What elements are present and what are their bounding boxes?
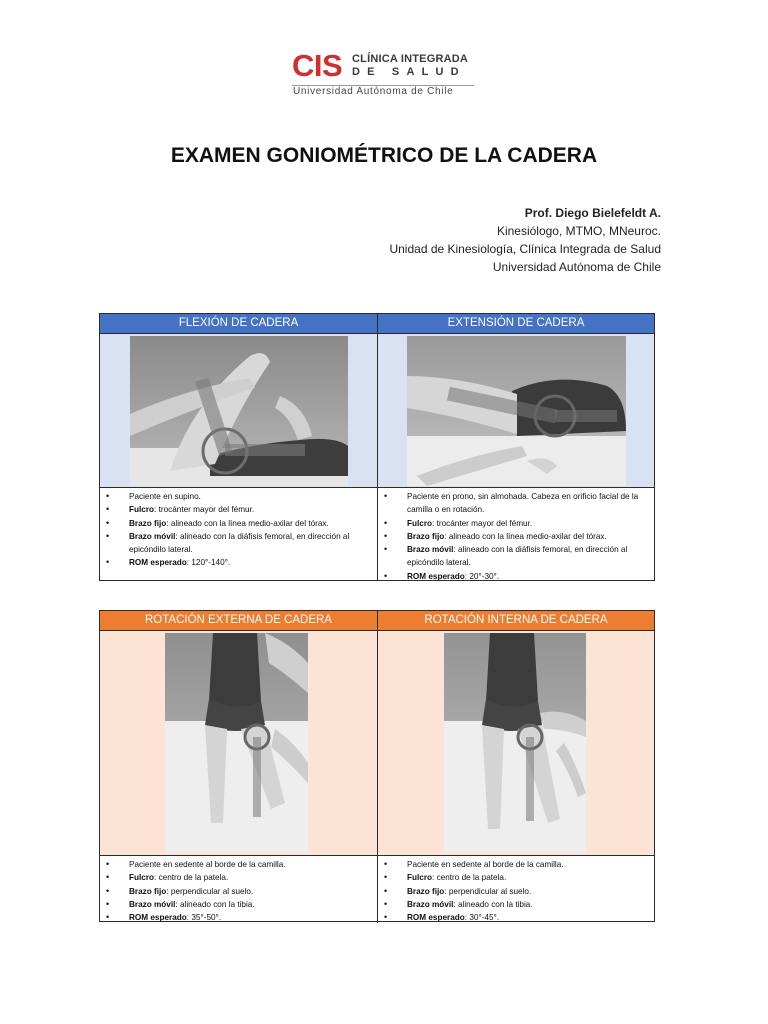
hip-flexion-photo <box>130 336 348 486</box>
list-item: • Brazo móvil: alineado con la tibia. <box>100 898 371 911</box>
author-block <box>389 204 661 276</box>
header-external-rotation: ROTACIÓN EXTERNA DE CADERA <box>100 611 377 630</box>
list-item: • Paciente en sedente al borde de la camilla. <box>100 858 371 871</box>
list-item: • ROM esperado: 20°-30°. <box>378 570 648 583</box>
list-item: • Fulcro: centro de la patela. <box>100 871 371 884</box>
list-item: • Fulcro: trocánter mayor del fémur. <box>378 517 648 530</box>
flexion-description <box>100 488 377 581</box>
author-university: Universidad Autónoma de Chile <box>492 260 661 274</box>
document-title: EXAMEN GONIOMÉTRICO DE LA CADERA <box>170 144 598 167</box>
external-rotation-bullet-list <box>100 858 371 924</box>
list-item: • Brazo fijo: perpendicular al suelo. <box>100 885 371 898</box>
list-item: • Brazo móvil: alineado con la diáfisis femoral, en dirección al epicóndilo lateral. <box>100 530 371 557</box>
external-rotation-photo <box>165 633 308 853</box>
list-item: • Brazo fijo: alineado con la línea medio-axilar del tórax. <box>100 517 371 530</box>
logo-line-2: DE SALUD <box>352 66 466 78</box>
list-item: • ROM esperado: 120°-140°. <box>100 556 371 569</box>
external-rotation-description <box>100 856 377 923</box>
author-credentials: Kinesiólogo, MTMO, MNeuroc. <box>496 224 661 238</box>
flexion-extension-table <box>99 313 655 581</box>
list-item: • Paciente en supino. <box>100 490 371 503</box>
internal-rotation-photo <box>444 633 586 853</box>
header-internal-rotation: ROTACIÓN INTERNA DE CADERA <box>377 611 654 630</box>
list-item: • Fulcro: centro de la patela. <box>378 871 648 884</box>
list-item: • Brazo fijo: alineado con la línea medio-axilar del tórax. <box>378 530 648 543</box>
internal-rotation-bullet-list <box>378 858 648 924</box>
rotation-table <box>99 610 655 922</box>
internal-rotation-description <box>377 856 654 923</box>
list-item: • ROM esperado: 35°-50°. <box>100 911 371 924</box>
author-unit: Unidad de Kinesiología, Clínica Integrada de Salud <box>389 242 661 256</box>
flexion-bullet-list <box>100 490 371 570</box>
header-extension: EXTENSIÓN DE CADERA <box>377 314 654 333</box>
list-item: • Paciente en sedente al borde de la camilla. <box>378 858 648 871</box>
list-item: • Fulcro: trocánter mayor del fémur. <box>100 503 371 516</box>
list-item: • Paciente en prono, sin almohada. Cabeza en orificio facial de la camilla o en rotación. <box>378 490 648 517</box>
logo-subtitle: Universidad Autónoma de Chile <box>293 86 454 97</box>
cis-logo <box>292 50 482 96</box>
list-item: • Brazo móvil: alineado con la diáfisis femoral, en dirección al epicóndilo lateral. <box>378 543 648 570</box>
extension-description <box>377 488 654 581</box>
header-flexion: FLEXIÓN DE CADERA <box>100 314 377 333</box>
logo-mark: CIS <box>292 48 343 83</box>
extension-bullet-list <box>378 490 648 583</box>
author-name: Prof. Diego Bielefeldt A. <box>524 206 661 220</box>
list-item: • Brazo móvil: alineado con la tibia. <box>378 898 648 911</box>
list-item: • ROM esperado: 30°-45°. <box>378 911 648 924</box>
logo-line-1: CLÍNICA INTEGRADA <box>352 53 469 65</box>
hip-extension-photo <box>407 336 626 486</box>
list-item: • Brazo fijo: perpendicular al suelo. <box>378 885 648 898</box>
